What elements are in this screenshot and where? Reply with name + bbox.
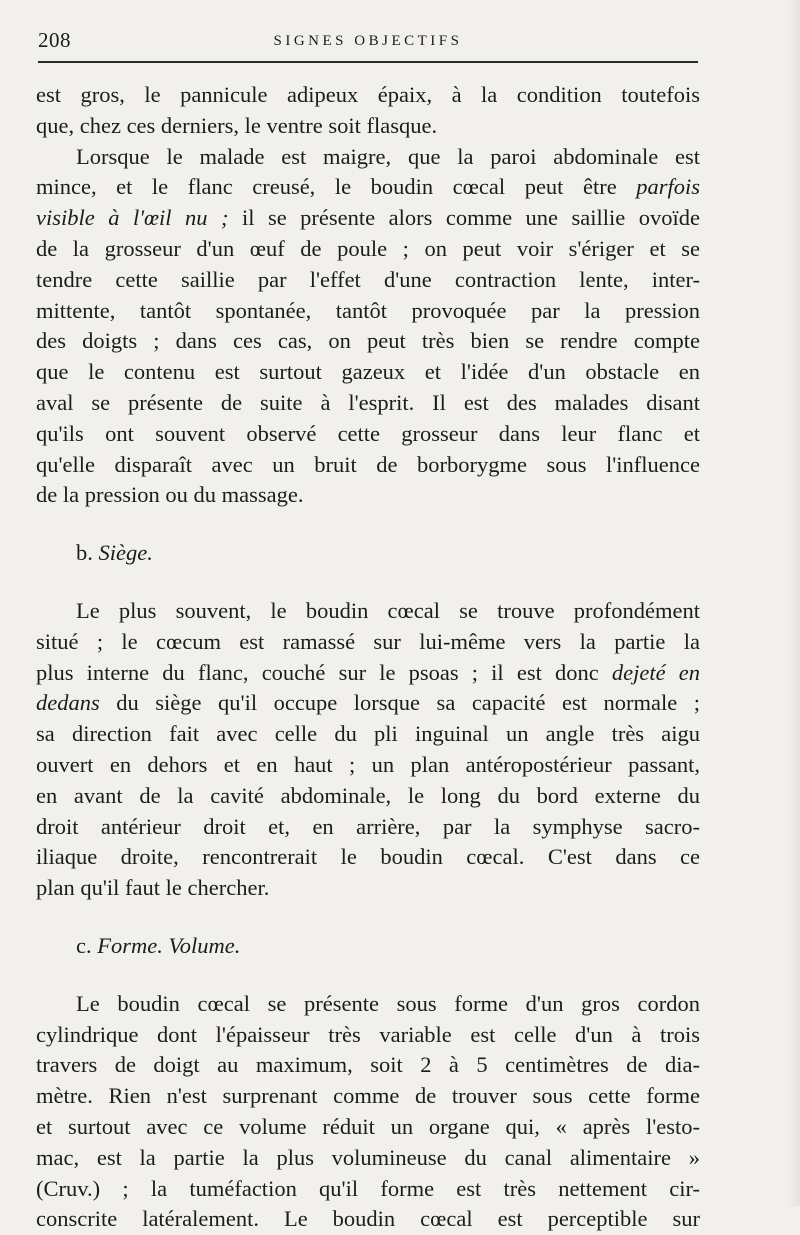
text-line: aval se présente de suite à l'esprit. Il est des malades disant [36, 389, 700, 415]
text-line: en avant de la cavité abdominale, le long du bord externe du [36, 782, 700, 808]
page-edge-shadow [786, 0, 800, 1206]
section-gap [36, 904, 700, 931]
text-line: plan qu'il faut le chercher. [36, 875, 270, 901]
section-title: Siège. [98, 540, 153, 566]
text-line: des doigts ; dans ces cas, on peut très bien se rendre compte [36, 328, 700, 354]
running-title: SIGNES OBJECTIFS [273, 33, 463, 49]
page-number: 208 [38, 28, 71, 52]
text-line: (Cruv.) ; la tuméfaction qu'il forme est très nettement cir- [36, 1175, 700, 1201]
text-line: Le plus souvent, le boudin cœcal se trouve profondément [76, 597, 700, 623]
text-line: Le boudin cœcal se présente sous forme d'un gros cordon [76, 990, 700, 1016]
italic-run: parfois [636, 174, 700, 200]
text-run: mince, et le flanc creusé, le boudin cœcal peut être [36, 174, 637, 200]
text-line [36, 658, 700, 689]
section-gap [36, 511, 700, 538]
text-line: ouvert en dehors et en haut ; un plan antéropostérieur passant, [36, 751, 700, 777]
body-text [36, 80, 700, 1235]
text-line: Lorsque le malade est maigre, que la paroi abdominale est [76, 143, 700, 169]
italic-run: dejeté en [611, 659, 700, 685]
text-line: iliaque droite, rencontrerait le boudin cœcal. C'est dans ce [36, 844, 700, 870]
italic-run: dedans [36, 690, 100, 716]
section-heading-c [36, 931, 700, 962]
text-line: mittente, tantôt spontanée, tantôt provoquée par la pression [36, 297, 700, 323]
text-line: droit antérieur droit et, en arrière, par la symphyse sacro- [36, 813, 700, 839]
section-heading-b [36, 538, 700, 569]
text-line: que le contenu est surtout gazeux et l'idée d'un obstacle en [36, 359, 700, 385]
text-line: de la pression ou du massage. [36, 482, 304, 508]
text-line: sa direction fait avec celle du pli inguinal un angle très aigu [36, 721, 700, 747]
text-line: cylindrique dont l'épaisseur très variable est celle d'un à trois [36, 1021, 700, 1047]
italic-run: visible à l'œil nu ; [36, 205, 229, 231]
text-line: conscrite latéralement. Le boudin cœcal est perceptible sur [36, 1206, 700, 1232]
text-line: qu'ils ont souvent observé cette grosseur dans leur flanc et [36, 420, 700, 446]
text-line: et surtout avec ce volume réduit un organe qui, « après l'esto- [36, 1113, 700, 1139]
text-line: travers de doigt au maximum, soit 2 à 5 centimètres de dia- [36, 1052, 700, 1078]
text-line: mètre. Rien n'est surprenant comme de trouver sous cette forme [36, 1083, 700, 1109]
section-label: b. [76, 540, 93, 566]
text-line: qu'elle disparaît avec un bruit de borborygme sous l'influence [36, 451, 700, 477]
text-line [36, 172, 700, 203]
text-line: que, chez ces derniers, le ventre soit flasque. [36, 112, 438, 138]
text-run: du siège qu'il occupe lorsque sa capacité est normale ; [99, 690, 700, 716]
text-line: situé ; le cœcum est ramassé sur lui-même vers la partie la [36, 628, 700, 654]
text-line: mac, est la partie la plus volumineuse du canal alimentaire » [36, 1144, 700, 1170]
section-gap [36, 962, 700, 989]
section-gap [36, 569, 700, 596]
section-label: c. [76, 932, 92, 958]
text-line: est gros, le pannicule adipeux épaix, à la condition toutefois [36, 82, 700, 107]
text-line [36, 688, 700, 719]
text-line [36, 203, 700, 234]
text-line: tendre cette saillie par l'effet d'une contraction lente, inter- [36, 266, 700, 292]
text-run: il se présente alors comme une saillie ovoïde [228, 205, 700, 231]
text-line: de la grosseur d'un œuf de poule ; on peut voir s'ériger et se [36, 235, 700, 261]
text-run: plus interne du flanc, couché sur le psoas ; il est donc [36, 659, 612, 685]
header-rule [38, 61, 698, 63]
page-header [38, 28, 698, 58]
section-title: Forme. Volume. [97, 932, 241, 958]
